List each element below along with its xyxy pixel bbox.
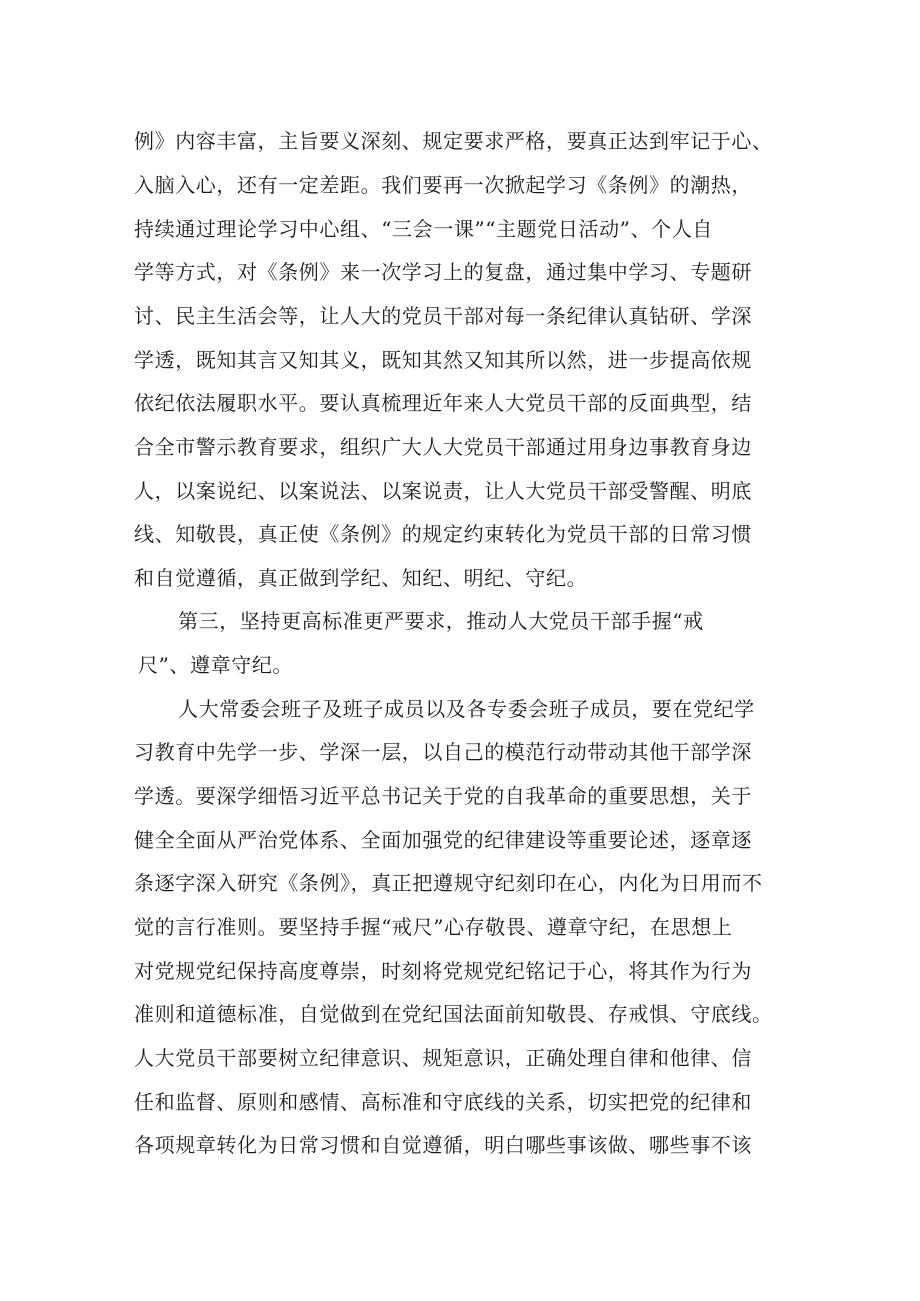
text-line: 对党规党纪保持高度尊崇，时刻将党规党纪铭记于心，将其作为行为 [134,959,752,983]
section-heading-line: 第三，坚持更高标准更严要求，推动人大党员干部手握“戒 [178,609,704,633]
text-line: 习教育中先学一步、学深一层，以自己的模范行动带动其他干部学深 [134,740,752,764]
section-heading-line: 尺”、遵章守纪。 [138,653,294,677]
text-line: 任和监督、原则和感情、高标准和守底线的关系，切实把党的纪律和 [134,1090,752,1114]
text-line: 人大党员干部要树立纪律意识、规矩意识，正确处理自律和他律、信 [134,1046,752,1070]
text-line: 各项规章转化为日常习惯和自觉遵循，明白哪些事该做、哪些事不该 [134,1133,752,1157]
text-line: 准则和道德标准，自觉做到在党纪国法面前知敬畏、存戒惧、守底线。 [134,1002,773,1026]
text-line: 觉的言行准则。要坚持手握“戒尺”心存敬畏、遵章守纪，在思想上 [134,915,733,939]
text-line: 线、知敬畏，真正使《条例》的规定约束转化为党员干部的日常习惯 [134,522,752,546]
text-line: 条逐字深入研究《条例》，真正把遵规守纪刻印在心，内化为日用而不 [134,871,763,895]
text-line: 持续通过理论学习中心组、“三会一课”“主题党日活动”、个人自 [134,217,713,241]
text-line: 例》内容丰富，主旨要义深刻、规定要求严格，要真正达到牢记于心、 [134,129,773,153]
text-line: 入脑入心，还有一定差距。我们要再一次掀起学习《条例》的潮热， [134,173,752,197]
text-line: 健全全面从严治党体系、全面加强党的纪律建设等重要论述，逐章逐 [134,828,752,852]
text-line: 学等方式，对《条例》来一次学习上的复盘，通过集中学习、专题研 [134,260,752,284]
text-line: 学透，既知其言又知其义，既知其然又知其所以然，进一步提高依规 [134,348,752,372]
text-line: 讨、民主生活会等，让人大的党员干部对每一条纪律认真钻研、学深 [134,304,752,328]
text-line: 和自觉遵循，真正做到学纪、知纪、明纪、守纪。 [134,566,588,590]
text-line: 学透。要深学细悟习近平总书记关于党的自我革命的重要思想，关于 [134,784,752,808]
text-line: 人，以案说纪、以案说法、以案说责，让人大党员干部受警醒、明底 [134,479,752,503]
text-line: 合全市警示教育要求，组织广大人大党员干部通过用身边事教育身边 [134,435,752,459]
text-line: 依纪依法履职水平。要认真梳理近年来人大党员干部的反面典型，结 [134,391,752,415]
text-line: 人大常委会班子及班子成员以及各专委会班子成员，要在党纪学 [178,697,755,721]
